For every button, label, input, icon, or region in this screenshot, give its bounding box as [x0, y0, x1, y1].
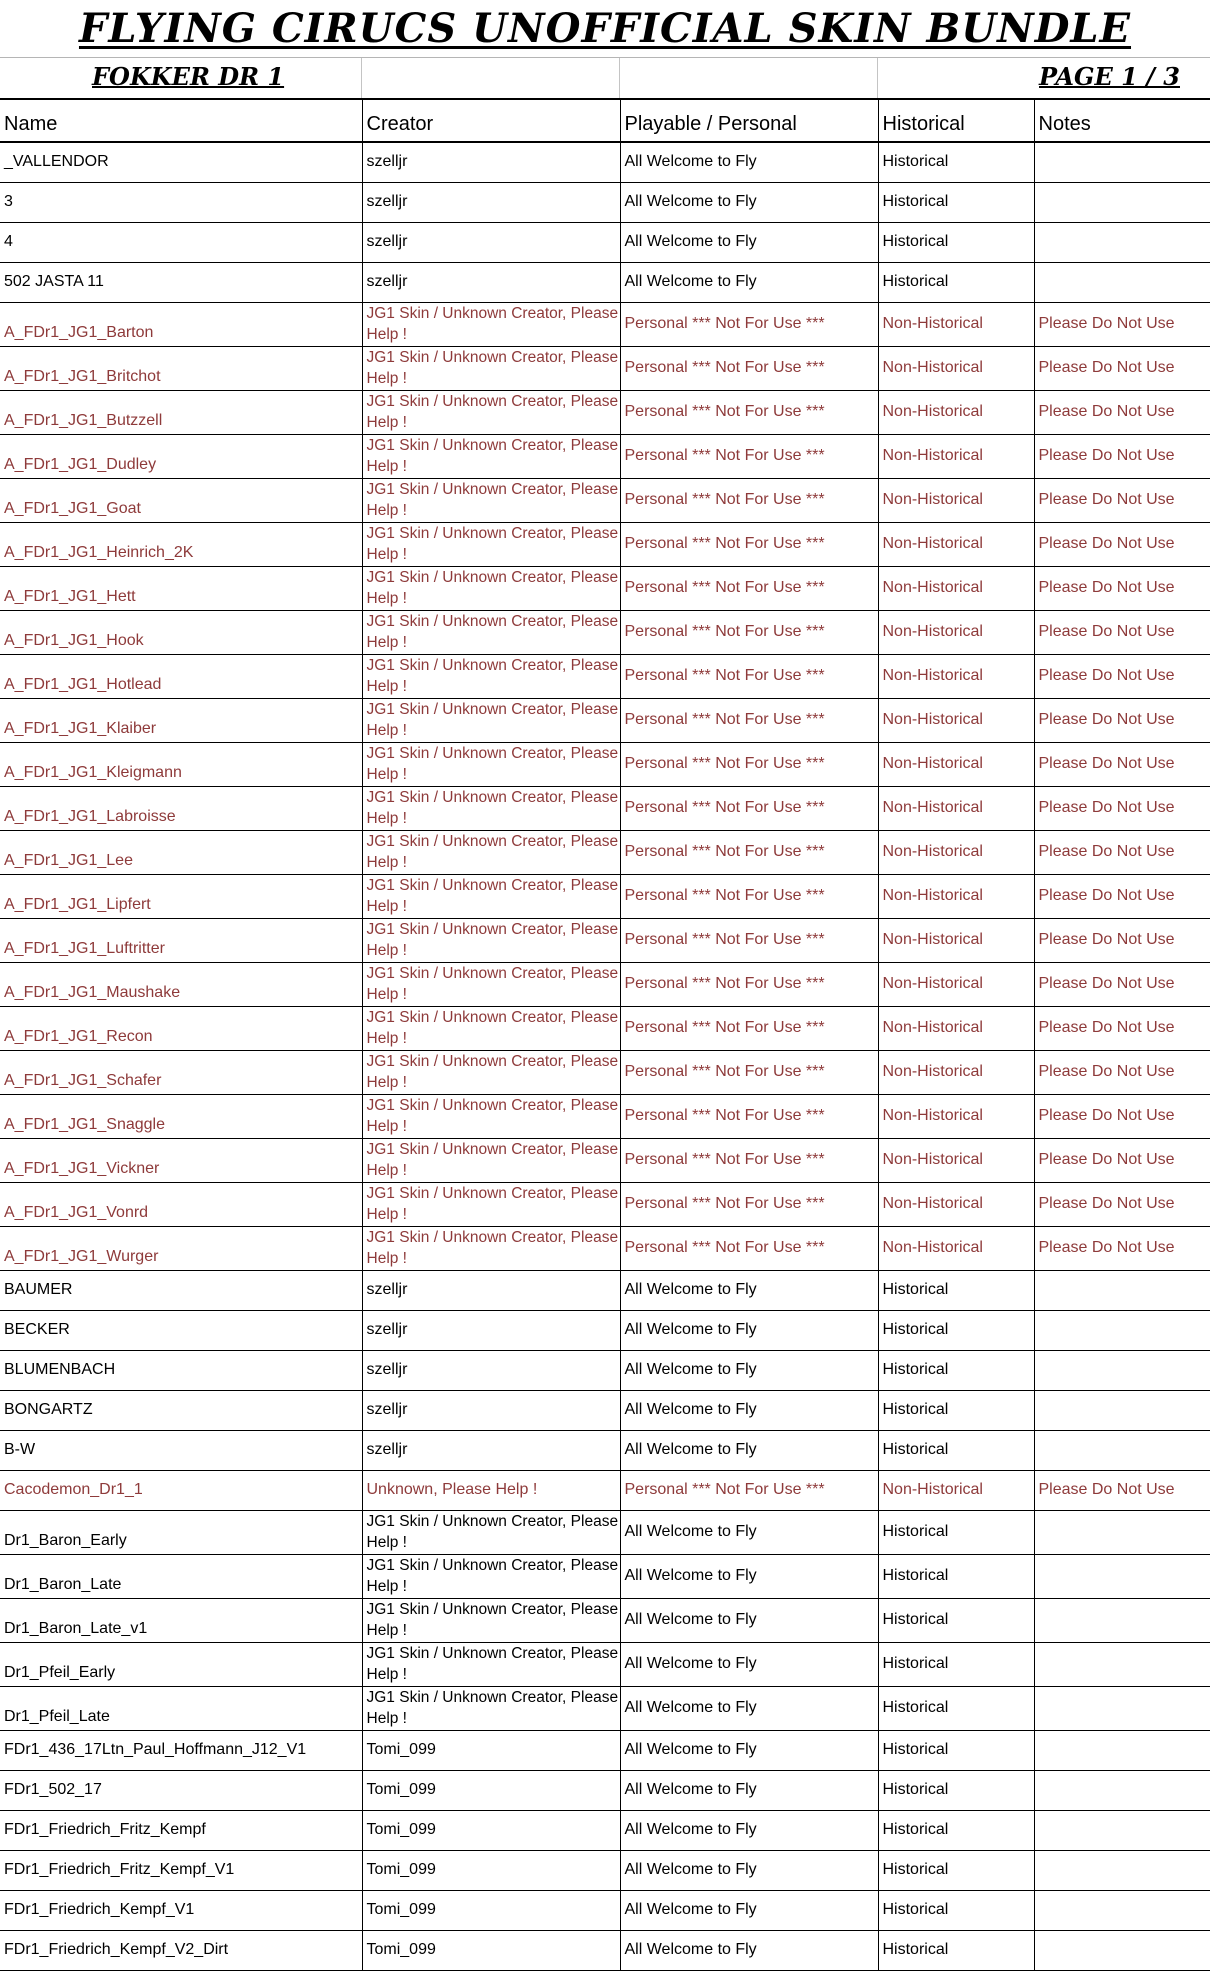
cell-historical: Non-Historical: [878, 302, 1034, 346]
cell-historical: Historical: [878, 1430, 1034, 1470]
cell-name: A_FDr1_JG1_Snaggle: [0, 1094, 362, 1138]
cell-creator: JG1 Skin / Unknown Creator, Please Help !: [362, 742, 620, 786]
cell-name: A_FDr1_JG1_Heinrich_2K: [0, 522, 362, 566]
cell-creator: JG1 Skin / Unknown Creator, Please Help !: [362, 830, 620, 874]
table-row: [0, 1730, 1210, 1770]
cell-notes: [1034, 1310, 1210, 1350]
cell-historical: Non-Historical: [878, 786, 1034, 830]
cell-creator: Tomi_099: [362, 1930, 620, 1970]
cell-notes: [1034, 142, 1210, 182]
cell-notes: Please Do Not Use: [1034, 346, 1210, 390]
table-row: [0, 962, 1210, 1006]
cell-notes: Please Do Not Use: [1034, 1182, 1210, 1226]
table-row: [0, 1050, 1210, 1094]
cell-playable: All Welcome to Fly: [620, 1390, 878, 1430]
cell-playable: All Welcome to Fly: [620, 1730, 878, 1770]
cell-playable: All Welcome to Fly: [620, 1686, 878, 1730]
cell-name: A_FDr1_JG1_Klaiber: [0, 698, 362, 742]
cell-creator: JG1 Skin / Unknown Creator, Please Help !: [362, 434, 620, 478]
cell-name: A_FDr1_JG1_Luftritter: [0, 918, 362, 962]
cell-playable: Personal *** Not For Use ***: [620, 1182, 878, 1226]
cell-notes: [1034, 1730, 1210, 1770]
cell-historical: Non-Historical: [878, 1226, 1034, 1270]
cell-playable: All Welcome to Fly: [620, 1930, 878, 1970]
cell-notes: Please Do Not Use: [1034, 566, 1210, 610]
cell-notes: Please Do Not Use: [1034, 434, 1210, 478]
cell-creator: szelljr: [362, 262, 620, 302]
cell-playable: Personal *** Not For Use ***: [620, 566, 878, 610]
cell-creator: JG1 Skin / Unknown Creator, Please Help !: [362, 1050, 620, 1094]
table-row: [0, 1094, 1210, 1138]
cell-historical: Non-Historical: [878, 874, 1034, 918]
cell-historical: Historical: [878, 1554, 1034, 1598]
cell-name: Dr1_Baron_Late_v1: [0, 1598, 362, 1642]
cell-playable: All Welcome to Fly: [620, 262, 878, 302]
cell-notes: [1034, 1810, 1210, 1850]
aircraft-label: FOKKER DR 1: [92, 62, 285, 91]
cell-playable: Personal *** Not For Use ***: [620, 346, 878, 390]
cell-name: 3: [0, 182, 362, 222]
cell-name: A_FDr1_JG1_Schafer: [0, 1050, 362, 1094]
cell-notes: [1034, 1390, 1210, 1430]
table-row: [0, 1390, 1210, 1430]
cell-name: A_FDr1_JG1_Hett: [0, 566, 362, 610]
cell-name: BONGARTZ: [0, 1390, 362, 1430]
table-row: [0, 1350, 1210, 1390]
cell-historical: Non-Historical: [878, 566, 1034, 610]
table-row: [0, 478, 1210, 522]
cell-playable: Personal *** Not For Use ***: [620, 1006, 878, 1050]
cell-notes: Please Do Not Use: [1034, 1094, 1210, 1138]
cell-historical: Non-Historical: [878, 478, 1034, 522]
cell-playable: All Welcome to Fly: [620, 1890, 878, 1930]
cell-notes: [1034, 222, 1210, 262]
cell-creator: JG1 Skin / Unknown Creator, Please Help !: [362, 1182, 620, 1226]
cell-playable: Personal *** Not For Use ***: [620, 1138, 878, 1182]
cell-creator: Tomi_099: [362, 1850, 620, 1890]
cell-notes: [1034, 1350, 1210, 1390]
cell-creator: szelljr: [362, 222, 620, 262]
cell-name: A_FDr1_JG1_Maushake: [0, 962, 362, 1006]
table-row: [0, 1554, 1210, 1598]
cell-historical: Historical: [878, 262, 1034, 302]
cell-name: FDr1_Friedrich_Kempf_V1: [0, 1890, 362, 1930]
cell-historical: Non-Historical: [878, 742, 1034, 786]
cell-name: A_FDr1_JG1_Barton: [0, 302, 362, 346]
cell-creator: JG1 Skin / Unknown Creator, Please Help !: [362, 1226, 620, 1270]
cell-notes: Please Do Not Use: [1034, 742, 1210, 786]
table-row: [0, 918, 1210, 962]
table-row: [0, 1598, 1210, 1642]
cell-name: A_FDr1_JG1_Kleigmann: [0, 742, 362, 786]
cell-playable: Personal *** Not For Use ***: [620, 698, 878, 742]
cell-playable: Personal *** Not For Use ***: [620, 918, 878, 962]
cell-historical: Non-Historical: [878, 1050, 1034, 1094]
cell-name: BECKER: [0, 1310, 362, 1350]
cell-historical: Non-Historical: [878, 1006, 1034, 1050]
cell-creator: szelljr: [362, 182, 620, 222]
cell-name: A_FDr1_JG1_Hotlead: [0, 654, 362, 698]
cell-name: _VALLENDOR: [0, 142, 362, 182]
table-row: [0, 1006, 1210, 1050]
table-row: [0, 390, 1210, 434]
cell-historical: Historical: [878, 1510, 1034, 1554]
cell-playable: All Welcome to Fly: [620, 1642, 878, 1686]
page-number: PAGE 1 / 3: [1039, 62, 1180, 91]
table-row: [0, 654, 1210, 698]
cell-historical: Historical: [878, 1642, 1034, 1686]
cell-name: 502 JASTA 11: [0, 262, 362, 302]
cell-playable: Personal *** Not For Use ***: [620, 434, 878, 478]
cell-creator: JG1 Skin / Unknown Creator, Please Help !: [362, 1006, 620, 1050]
cell-playable: Personal *** Not For Use ***: [620, 874, 878, 918]
cell-name: A_FDr1_JG1_Dudley: [0, 434, 362, 478]
cell-playable: All Welcome to Fly: [620, 182, 878, 222]
cell-notes: [1034, 1430, 1210, 1470]
cell-historical: Non-Historical: [878, 962, 1034, 1006]
cell-creator: JG1 Skin / Unknown Creator, Please Help !: [362, 610, 620, 654]
cell-playable: Personal *** Not For Use ***: [620, 1094, 878, 1138]
cell-historical: Historical: [878, 1850, 1034, 1890]
cell-historical: Historical: [878, 142, 1034, 182]
cell-historical: Non-Historical: [878, 830, 1034, 874]
column-header-historical: Historical: [878, 100, 1034, 142]
cell-historical: Non-Historical: [878, 1470, 1034, 1510]
cell-name: 4: [0, 222, 362, 262]
cell-name: FDr1_Friedrich_Fritz_Kempf: [0, 1810, 362, 1850]
column-header-creator: Creator: [362, 100, 620, 142]
cell-notes: Please Do Not Use: [1034, 654, 1210, 698]
cell-historical: Historical: [878, 1686, 1034, 1730]
sub-header-cell-playable: [620, 58, 878, 98]
cell-name: A_FDr1_JG1_Hook: [0, 610, 362, 654]
cell-creator: JG1 Skin / Unknown Creator, Please Help !: [362, 1598, 620, 1642]
cell-name: A_FDr1_JG1_Lee: [0, 830, 362, 874]
table-row: [0, 786, 1210, 830]
cell-creator: JG1 Skin / Unknown Creator, Please Help !: [362, 302, 620, 346]
cell-creator: JG1 Skin / Unknown Creator, Please Help !: [362, 874, 620, 918]
table-body: [0, 142, 1210, 1970]
cell-notes: [1034, 1598, 1210, 1642]
table-header-row: [0, 100, 1210, 142]
table-row: [0, 434, 1210, 478]
table-row: [0, 1642, 1210, 1686]
cell-creator: JG1 Skin / Unknown Creator, Please Help !: [362, 1510, 620, 1554]
cell-playable: Personal *** Not For Use ***: [620, 786, 878, 830]
cell-notes: [1034, 1686, 1210, 1730]
cell-playable: Personal *** Not For Use ***: [620, 610, 878, 654]
cell-playable: Personal *** Not For Use ***: [620, 742, 878, 786]
table-row: [0, 1890, 1210, 1930]
cell-name: BLUMENBACH: [0, 1350, 362, 1390]
table-row: [0, 1226, 1210, 1270]
cell-historical: Historical: [878, 1598, 1034, 1642]
cell-historical: Historical: [878, 1350, 1034, 1390]
cell-notes: Please Do Not Use: [1034, 786, 1210, 830]
cell-creator: szelljr: [362, 1310, 620, 1350]
cell-notes: [1034, 1642, 1210, 1686]
table-row: [0, 742, 1210, 786]
cell-notes: [1034, 1270, 1210, 1310]
sub-header-cell-name: [0, 58, 362, 98]
cell-notes: Please Do Not Use: [1034, 610, 1210, 654]
cell-name: FDr1_Friedrich_Fritz_Kempf_V1: [0, 1850, 362, 1890]
cell-playable: Personal *** Not For Use ***: [620, 962, 878, 1006]
table-row: [0, 346, 1210, 390]
table-row: [0, 262, 1210, 302]
cell-playable: All Welcome to Fly: [620, 1770, 878, 1810]
cell-historical: Historical: [878, 1390, 1034, 1430]
cell-historical: Historical: [878, 1310, 1034, 1350]
cell-playable: Personal *** Not For Use ***: [620, 1226, 878, 1270]
cell-playable: Personal *** Not For Use ***: [620, 830, 878, 874]
cell-playable: All Welcome to Fly: [620, 142, 878, 182]
cell-name: Dr1_Pfeil_Early: [0, 1642, 362, 1686]
cell-historical: Non-Historical: [878, 346, 1034, 390]
cell-name: A_FDr1_JG1_Goat: [0, 478, 362, 522]
cell-creator: Tomi_099: [362, 1810, 620, 1850]
cell-name: FDr1_Friedrich_Kempf_V2_Dirt: [0, 1930, 362, 1970]
cell-historical: Non-Historical: [878, 1138, 1034, 1182]
cell-creator: JG1 Skin / Unknown Creator, Please Help !: [362, 1642, 620, 1686]
cell-name: A_FDr1_JG1_Vickner: [0, 1138, 362, 1182]
cell-notes: Please Do Not Use: [1034, 478, 1210, 522]
cell-creator: JG1 Skin / Unknown Creator, Please Help !: [362, 478, 620, 522]
cell-creator: JG1 Skin / Unknown Creator, Please Help !: [362, 698, 620, 742]
table-row: [0, 1770, 1210, 1810]
table-row: [0, 222, 1210, 262]
cell-name: FDr1_502_17: [0, 1770, 362, 1810]
cell-creator: JG1 Skin / Unknown Creator, Please Help !: [362, 522, 620, 566]
cell-playable: Personal *** Not For Use ***: [620, 302, 878, 346]
cell-historical: Historical: [878, 1730, 1034, 1770]
cell-creator: JG1 Skin / Unknown Creator, Please Help !: [362, 566, 620, 610]
cell-notes: Please Do Not Use: [1034, 1006, 1210, 1050]
cell-notes: Please Do Not Use: [1034, 1138, 1210, 1182]
cell-historical: Non-Historical: [878, 918, 1034, 962]
cell-name: BAUMER: [0, 1270, 362, 1310]
cell-creator: JG1 Skin / Unknown Creator, Please Help !: [362, 962, 620, 1006]
cell-creator: Tomi_099: [362, 1770, 620, 1810]
cell-historical: Non-Historical: [878, 654, 1034, 698]
cell-name: Dr1_Baron_Late: [0, 1554, 362, 1598]
cell-name: Dr1_Baron_Early: [0, 1510, 362, 1554]
column-header-playable: Playable / Personal: [620, 100, 878, 142]
cell-historical: Historical: [878, 1890, 1034, 1930]
cell-name: A_FDr1_JG1_Wurger: [0, 1226, 362, 1270]
cell-playable: Personal *** Not For Use ***: [620, 478, 878, 522]
cell-playable: All Welcome to Fly: [620, 1310, 878, 1350]
cell-playable: All Welcome to Fly: [620, 1598, 878, 1642]
cell-notes: Please Do Not Use: [1034, 390, 1210, 434]
cell-name: FDr1_436_17Ltn_Paul_Hoffmann_J12_V1: [0, 1730, 362, 1770]
table-row: [0, 522, 1210, 566]
column-header-notes: Notes: [1034, 100, 1210, 142]
cell-historical: Non-Historical: [878, 698, 1034, 742]
cell-creator: szelljr: [362, 142, 620, 182]
cell-playable: All Welcome to Fly: [620, 1270, 878, 1310]
cell-creator: JG1 Skin / Unknown Creator, Please Help !: [362, 390, 620, 434]
cell-notes: [1034, 262, 1210, 302]
skin-table: [0, 100, 1210, 1971]
table-row: [0, 698, 1210, 742]
cell-notes: Please Do Not Use: [1034, 698, 1210, 742]
cell-playable: Personal *** Not For Use ***: [620, 522, 878, 566]
table-row: [0, 1182, 1210, 1226]
cell-historical: Historical: [878, 1770, 1034, 1810]
document-title: FLYING CIRUCS UNOFFICIAL SKIN BUNDLE: [0, 0, 1210, 58]
cell-playable: All Welcome to Fly: [620, 222, 878, 262]
cell-creator: JG1 Skin / Unknown Creator, Please Help !: [362, 1138, 620, 1182]
cell-playable: Personal *** Not For Use ***: [620, 654, 878, 698]
sub-header-cell-historical: [878, 58, 1034, 98]
cell-playable: All Welcome to Fly: [620, 1510, 878, 1554]
cell-notes: Please Do Not Use: [1034, 830, 1210, 874]
cell-name: A_FDr1_JG1_Butzzell: [0, 390, 362, 434]
cell-name: A_FDr1_JG1_Lipfert: [0, 874, 362, 918]
table-row: [0, 1138, 1210, 1182]
table-row: [0, 1510, 1210, 1554]
cell-historical: Historical: [878, 182, 1034, 222]
cell-historical: Non-Historical: [878, 434, 1034, 478]
cell-historical: Historical: [878, 1810, 1034, 1850]
cell-historical: Historical: [878, 1270, 1034, 1310]
cell-notes: [1034, 1890, 1210, 1930]
cell-creator: JG1 Skin / Unknown Creator, Please Help !: [362, 1094, 620, 1138]
cell-notes: Please Do Not Use: [1034, 1226, 1210, 1270]
table-row: [0, 1850, 1210, 1890]
cell-creator: JG1 Skin / Unknown Creator, Please Help !: [362, 918, 620, 962]
cell-name: A_FDr1_JG1_Recon: [0, 1006, 362, 1050]
cell-historical: Non-Historical: [878, 1094, 1034, 1138]
cell-name: Dr1_Pfeil_Late: [0, 1686, 362, 1730]
cell-notes: Please Do Not Use: [1034, 962, 1210, 1006]
cell-notes: [1034, 1554, 1210, 1598]
table-row: [0, 1310, 1210, 1350]
table-row: [0, 142, 1210, 182]
table-row: [0, 874, 1210, 918]
cell-playable: All Welcome to Fly: [620, 1850, 878, 1890]
cell-name: B-W: [0, 1430, 362, 1470]
cell-historical: Non-Historical: [878, 610, 1034, 654]
cell-playable: Personal *** Not For Use ***: [620, 1050, 878, 1094]
cell-notes: Please Do Not Use: [1034, 1050, 1210, 1094]
cell-notes: Please Do Not Use: [1034, 1470, 1210, 1510]
cell-notes: [1034, 1930, 1210, 1970]
cell-playable: All Welcome to Fly: [620, 1810, 878, 1850]
cell-name: A_FDr1_JG1_Labroisse: [0, 786, 362, 830]
cell-notes: [1034, 182, 1210, 222]
cell-notes: [1034, 1770, 1210, 1810]
sub-header-cell-creator: [362, 58, 620, 98]
cell-creator: szelljr: [362, 1350, 620, 1390]
table-row: [0, 1470, 1210, 1510]
cell-creator: szelljr: [362, 1430, 620, 1470]
cell-historical: Historical: [878, 222, 1034, 262]
table-row: [0, 1930, 1210, 1970]
cell-historical: Non-Historical: [878, 390, 1034, 434]
table-row: [0, 1270, 1210, 1310]
cell-creator: Unknown, Please Help !: [362, 1470, 620, 1510]
cell-notes: [1034, 1510, 1210, 1554]
cell-creator: JG1 Skin / Unknown Creator, Please Help !: [362, 654, 620, 698]
cell-notes: Please Do Not Use: [1034, 874, 1210, 918]
column-header-name: Name: [0, 100, 362, 142]
cell-name: A_FDr1_JG1_Britchot: [0, 346, 362, 390]
table-row: [0, 566, 1210, 610]
cell-creator: szelljr: [362, 1270, 620, 1310]
table-row: [0, 830, 1210, 874]
cell-historical: Historical: [878, 1930, 1034, 1970]
table-row: [0, 302, 1210, 346]
cell-creator: JG1 Skin / Unknown Creator, Please Help !: [362, 1554, 620, 1598]
table-row: [0, 182, 1210, 222]
table-row: [0, 1686, 1210, 1730]
cell-creator: Tomi_099: [362, 1730, 620, 1770]
cell-playable: Personal *** Not For Use ***: [620, 390, 878, 434]
cell-creator: JG1 Skin / Unknown Creator, Please Help !: [362, 1686, 620, 1730]
cell-creator: JG1 Skin / Unknown Creator, Please Help !: [362, 786, 620, 830]
sub-header: [0, 58, 1210, 100]
cell-playable: All Welcome to Fly: [620, 1350, 878, 1390]
cell-name: Cacodemon_Dr1_1: [0, 1470, 362, 1510]
cell-creator: Tomi_099: [362, 1890, 620, 1930]
cell-notes: Please Do Not Use: [1034, 522, 1210, 566]
cell-playable: Personal *** Not For Use ***: [620, 1470, 878, 1510]
cell-playable: All Welcome to Fly: [620, 1430, 878, 1470]
cell-historical: Non-Historical: [878, 522, 1034, 566]
cell-notes: Please Do Not Use: [1034, 918, 1210, 962]
cell-name: A_FDr1_JG1_Vonrd: [0, 1182, 362, 1226]
cell-playable: All Welcome to Fly: [620, 1554, 878, 1598]
cell-notes: [1034, 1850, 1210, 1890]
table-row: [0, 1810, 1210, 1850]
cell-notes: Please Do Not Use: [1034, 302, 1210, 346]
cell-creator: szelljr: [362, 1390, 620, 1430]
cell-creator: JG1 Skin / Unknown Creator, Please Help !: [362, 346, 620, 390]
table-row: [0, 610, 1210, 654]
cell-historical: Non-Historical: [878, 1182, 1034, 1226]
table-row: [0, 1430, 1210, 1470]
